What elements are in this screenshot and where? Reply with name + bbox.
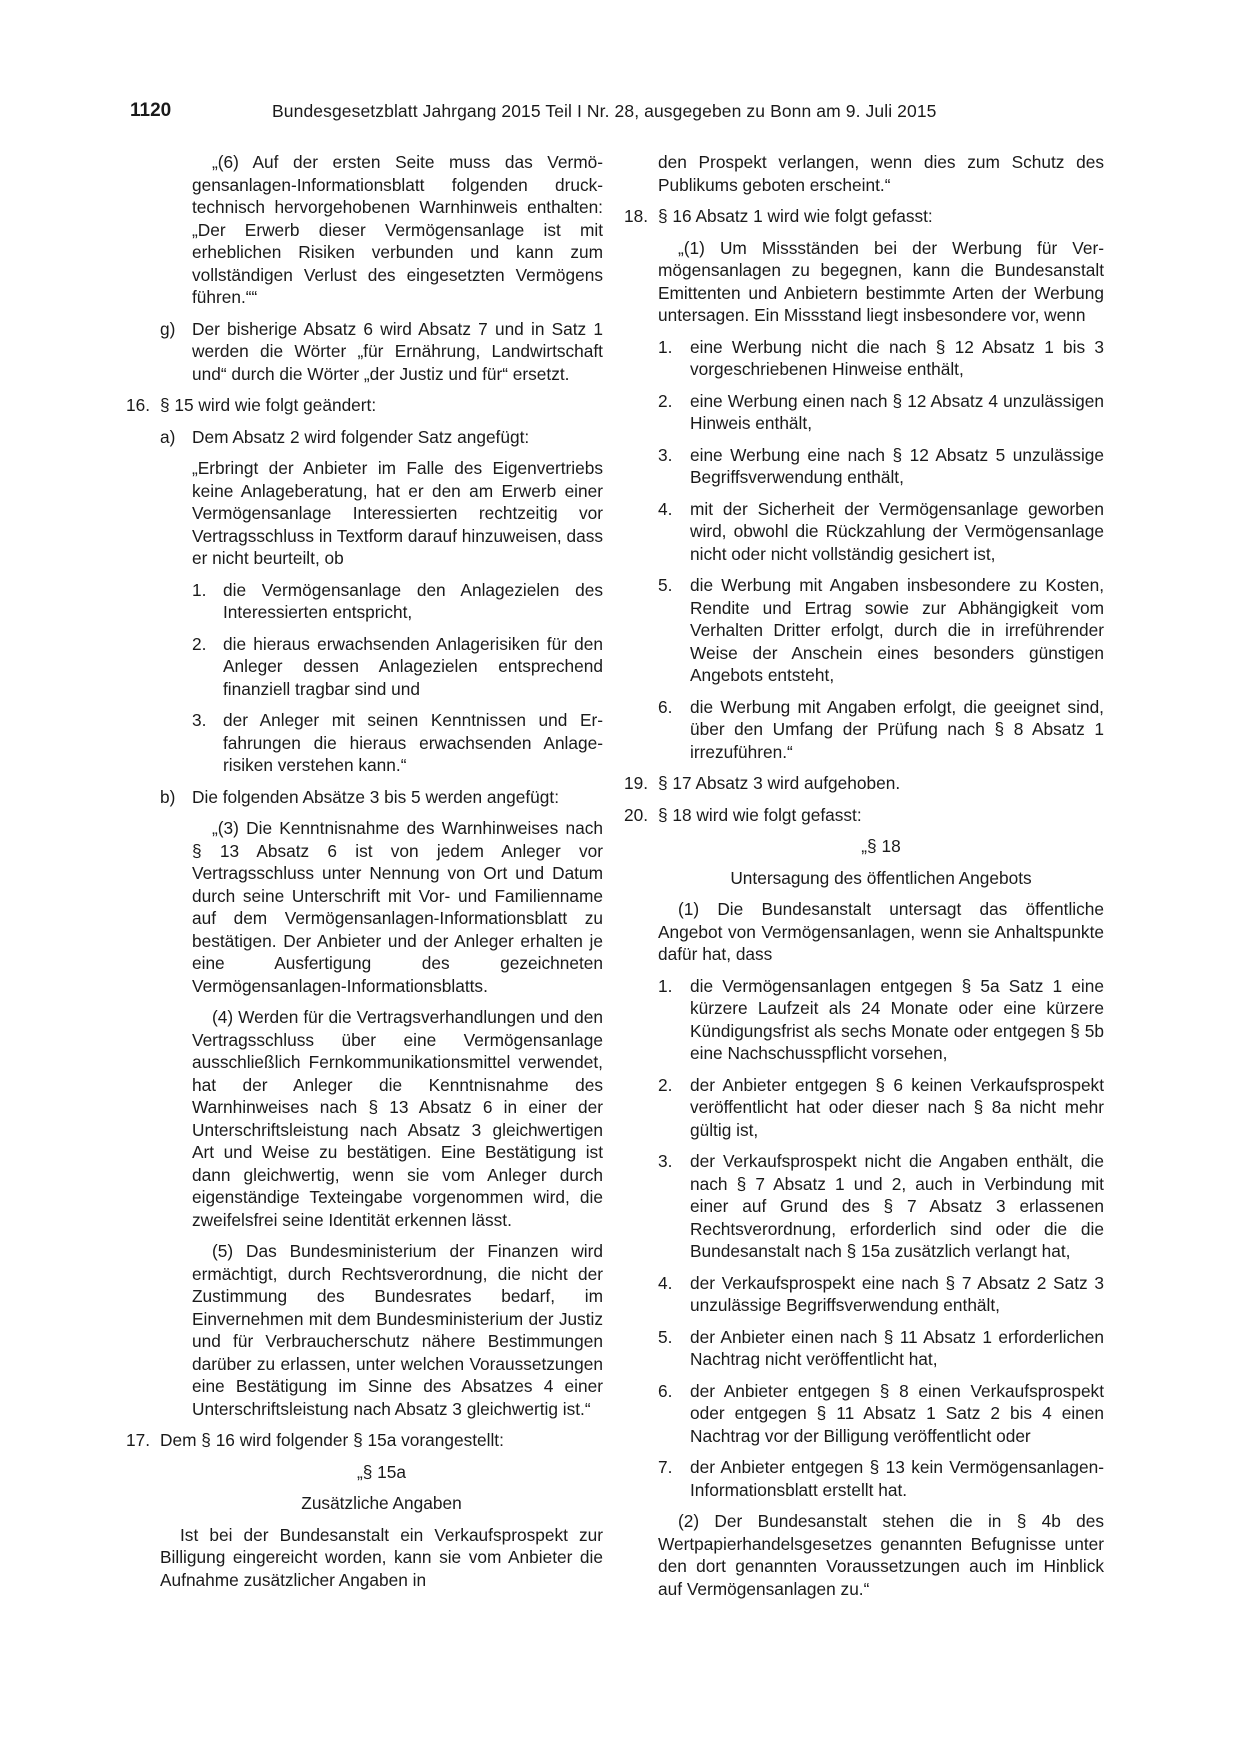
item-label: 2. <box>192 633 207 654</box>
item-label: 3. <box>192 710 207 730</box>
item-16 <box>126 394 603 417</box>
item-label: 2. <box>658 1074 673 1095</box>
left-column <box>126 151 603 1600</box>
section-text: Ist bei der Bundesanstalt ein Verkaufsprospekt zur Billigung eingereicht worden, kann sie vom Anbieter die Aufnahme zusätzlicher Angaben in <box>160 1524 603 1590</box>
item-label: 6. <box>658 696 673 717</box>
item-17 <box>126 1429 603 1452</box>
item-label: 5. <box>658 1326 673 1347</box>
item-label: 17. <box>126 1430 151 1450</box>
page-number: 1120 <box>130 100 172 121</box>
list-item <box>628 1150 1104 1263</box>
running-title: Bundesgesetzblatt Jahrgang 2015 Teil I Nr. 28, ausgegeben zu Bonn am 9. Juli 2015 <box>272 101 937 121</box>
item-text: der Anleger mit seinen Kenntnissen und Erfahrungen die hieraus erwachsenden Anlagerisiken verstehen kann.“ <box>223 710 603 775</box>
item-text: Dem § 16 wird folgender § 15a vorangestellt: <box>160 1430 504 1450</box>
item-text: die Vermögensanlagen entgegen § 5a Satz 1 eine kürzere Laufzeit als 24 Monate oder eine kürzere Kündigungsfrist als sechs Monate oder entgegen § 5b eine Nachschusspflicht vorsehen, <box>690 975 1104 1063</box>
item-label: 19. <box>624 773 649 793</box>
item-label: 16. <box>126 395 151 415</box>
item-b <box>130 786 603 809</box>
item-text: Die folgenden Absätze 3 bis 5 werden angefügt: <box>192 786 560 807</box>
list-item <box>628 1456 1104 1501</box>
item-text: die Werbung mit Angaben erfolgt, die geeignet sind, über den Umfang der Prüfung nach § 8 Absatz 1 irrezuführen.“ <box>690 696 1104 762</box>
section-paragraph-1: (1) Die Bundesanstalt untersagt das öffentliche Angebot von Vermögensanlagen, wenn sie Anhaltspunkte dafür hat, dass <box>658 899 1104 964</box>
list-item <box>628 1074 1104 1142</box>
item-label: 2. <box>658 390 673 411</box>
item-label: 7. <box>658 1457 673 1477</box>
paragraph-6-quote: „(6) Auf der ersten Seite muss das Vermögensanlagen-Informationsblatt folgenden drucktechnisch hervorgehobenen Warnhinweis enthalten: „Der Erwerb dieser Vermögensanlage ist mit erheblichen Risiken verbunden und kann zum vollständigen Verlust des eingesetzten Vermögens führen.““ <box>192 152 603 307</box>
list-item <box>628 498 1104 566</box>
item-label: 4. <box>658 498 673 519</box>
item-label: 3. <box>658 1151 673 1171</box>
list-item <box>628 1380 1104 1448</box>
list-item <box>628 1326 1104 1371</box>
list-item <box>628 1272 1104 1317</box>
list-item <box>130 709 603 777</box>
item-label: 1. <box>192 579 207 600</box>
item-text: die Vermögensanlage den Anlagezielen des Interessierten entspricht, <box>223 579 603 622</box>
quote-paragraph: „Erbringt der Anbieter im Falle des Eigenvertriebs keine Anlageberatung, hat er den am Erwerb einer Vermögensanlage Interessierten rechtzeitig vor Vertragsschluss in Textform darauf hinzuweisen, dass er nicht beurteilt, ob <box>192 458 603 568</box>
section-paragraph-2: (2) Der Bundesanstalt stehen die in § 4b des Wertpapierhandelsgesetzes genannten Befugnisse unter den dort genannten Voraussetzungen auch im Hinblick auf Vermögensanlagen zu.“ <box>658 1511 1104 1599</box>
item-text: eine Werbung nicht die nach § 12 Absatz 1 bis 3 vorgeschriebenen Hinweise enthält, <box>690 336 1104 379</box>
item-label: 4. <box>658 1272 673 1293</box>
item-label: 5. <box>658 575 673 595</box>
section-title: Zusätzliche Angaben <box>301 1493 462 1513</box>
item-text: § 18 wird wie folgt gefasst: <box>658 804 862 825</box>
item-label: 1. <box>658 336 673 357</box>
item-text: der Anbieter entgegen § 8 einen Verkaufsprospekt oder entgegen § 11 Absatz 1 Satz 2 bis 4 einen Nachtrag vor der Billigung veröffentlicht oder <box>690 1380 1104 1446</box>
section-title: Untersagung des öffentlichen Angebots <box>730 867 1032 888</box>
item-18 <box>624 205 1104 228</box>
item-text: die Werbung mit Angaben insbesondere zu Kosten, Rendite und Ertrag sowie zur Abhängigkeit vom Verhalten Dritter erfolgt, durch die in irreführender Weise der Anschein eines besonders günstigen Angebots entsteht, <box>690 575 1104 685</box>
item-text: der Anbieter entgegen § 13 kein Vermögensanlagen-Informationsblatt erstellt hat. <box>690 1457 1104 1500</box>
quote-paragraph: „(1) Um Missständen bei der Werbung für Vermögensanlagen zu begegnen, kann die Bundesanstalt Emittenten und Anbietern bestimmte Arten der Werbung untersagen. Ein Missstand liegt insbesondere vor, wenn <box>658 237 1104 325</box>
list-item <box>628 574 1104 687</box>
paragraph-4: (4) Werden für die Vertragsverhandlungen und den Vertragsschluss über eine Vermögensanlage ausschließlich Fernkommunikationsmittel verwendet, hat der Anleger die Kenntnisnahme des Warnhinweises nach § 13 Absatz 6 in einer der Unterschriftsleistung nach Absatz 3 gleichwertigen Art und Weise zu bestätigen. Eine Bestätigung ist dann gleichwertig, wenn sie vom Anleger durch eigenständige Texteingabe vorgenommen wird, die zweifelsfrei seine Identität erkennen lässt. <box>192 1007 603 1230</box>
item-text: der Verkaufsprospekt eine nach § 7 Absatz 2 Satz 3 unzulässige Begriffsverwendung enthält, <box>690 1272 1104 1315</box>
list-item <box>130 633 603 701</box>
item-text: mit der Sicherheit der Vermögensanlage geworben wird, obwohl die Rückzahlung der Vermögensanlage nicht oder nicht vollständig gesichert ist, <box>690 498 1104 564</box>
list-item <box>628 390 1104 435</box>
item-text: § 16 Absatz 1 wird wie folgt gefasst: <box>658 206 933 226</box>
list-item <box>130 579 603 624</box>
item-label: g) <box>160 318 176 339</box>
item-text: die hieraus erwachsenden Anlagerisiken für den Anleger dessen Anlagezielen entsprechend finanziell tragbar sind und <box>223 633 603 699</box>
item-a <box>130 426 603 449</box>
item-label: 3. <box>658 444 673 465</box>
item-text: § 15 wird wie folgt geändert: <box>160 395 377 415</box>
item-label: a) <box>160 426 176 447</box>
item-19 <box>624 772 1104 795</box>
item-label: b) <box>160 786 176 807</box>
item-text: der Verkaufsprospekt nicht die Angaben enthält, die nach § 7 Absatz 1 und 2, auch in Verbindung mit einer auf Grund des § 7 Absatz 3 erlassenen Rechtsverordnung, erforderlich sind oder die die Bundesanstalt nach § 15a zusätzlich verlangt hat, <box>690 1151 1104 1261</box>
item-label: 6. <box>658 1380 673 1401</box>
item-text: eine Werbung eine nach § 12 Absatz 5 unzulässige Begriffsverwendung enthält, <box>690 444 1104 487</box>
right-column <box>624 151 1104 1609</box>
item-text: der Anbieter entgegen § 6 keinen Verkaufsprospekt veröffentlicht hat oder dieser nach § 8a nicht mehr gültig ist, <box>690 1074 1104 1140</box>
item-text: Der bisherige Absatz 6 wird Absatz 7 und in Satz 1 werden die Wörter „für Ernährung, Landwirtschaft und“ durch die Wörter „der Justiz und für“ ersetzt. <box>192 318 603 384</box>
list-item <box>628 444 1104 489</box>
item-text: § 17 Absatz 3 wird aufgehoben. <box>658 773 901 793</box>
list-item <box>628 696 1104 764</box>
paragraph-3: „(3) Die Kenntnisnahme des Warnhinweises nach § 13 Absatz 6 ist von jedem Anleger vor Vertragsschluss unter Nennung von Ort und Datum durch seine Unterschrift mit Vor- und Familienname auf dem Vermögensanlagen-Informationsblatt zu bestätigen. Der Anbieter und der Anleger erhalten je eine Ausfertigung des gezeichneten Vermögensanlagen-Informationsblatts. <box>192 818 603 996</box>
section-heading: „§ 15a <box>356 1461 406 1482</box>
item-text: eine Werbung einen nach § 12 Absatz 4 unzulässigen Hinweis enthält, <box>690 390 1104 433</box>
item-text: der Anbieter einen nach § 11 Absatz 1 erforderlichen Nachtrag nicht veröffentlicht hat, <box>690 1326 1104 1369</box>
list-item <box>628 975 1104 1065</box>
continued-text: den Prospekt verlangen, wenn dies zum Schutz des Publikums geboten erscheint.“ <box>658 152 1104 195</box>
item-label: 20. <box>624 804 649 825</box>
item-20 <box>624 804 1104 827</box>
item-g <box>130 318 603 386</box>
item-label: 1. <box>658 975 673 996</box>
section-heading: „§ 18 <box>861 836 901 856</box>
list-item <box>628 336 1104 381</box>
item-text: Dem Absatz 2 wird folgender Satz angefügt: <box>192 426 530 447</box>
paragraph-5: (5) Das Bundesministerium der Finanzen wird ermächtigt, durch Rechtsverordnung, die nicht der Zustimmung des Bundesrates bedarf, im Einvernehmen mit dem Bundesministerium der Justiz und für Verbraucherschutz nähere Bestimmungen darüber zu erlassen, unter welchen Voraussetzungen eine Bestätigung im Sinne des Absatzes 4 einer Unterschriftsleistung nach Absatz 3 gleichwertig ist.“ <box>192 1241 603 1419</box>
item-label: 18. <box>624 206 649 226</box>
